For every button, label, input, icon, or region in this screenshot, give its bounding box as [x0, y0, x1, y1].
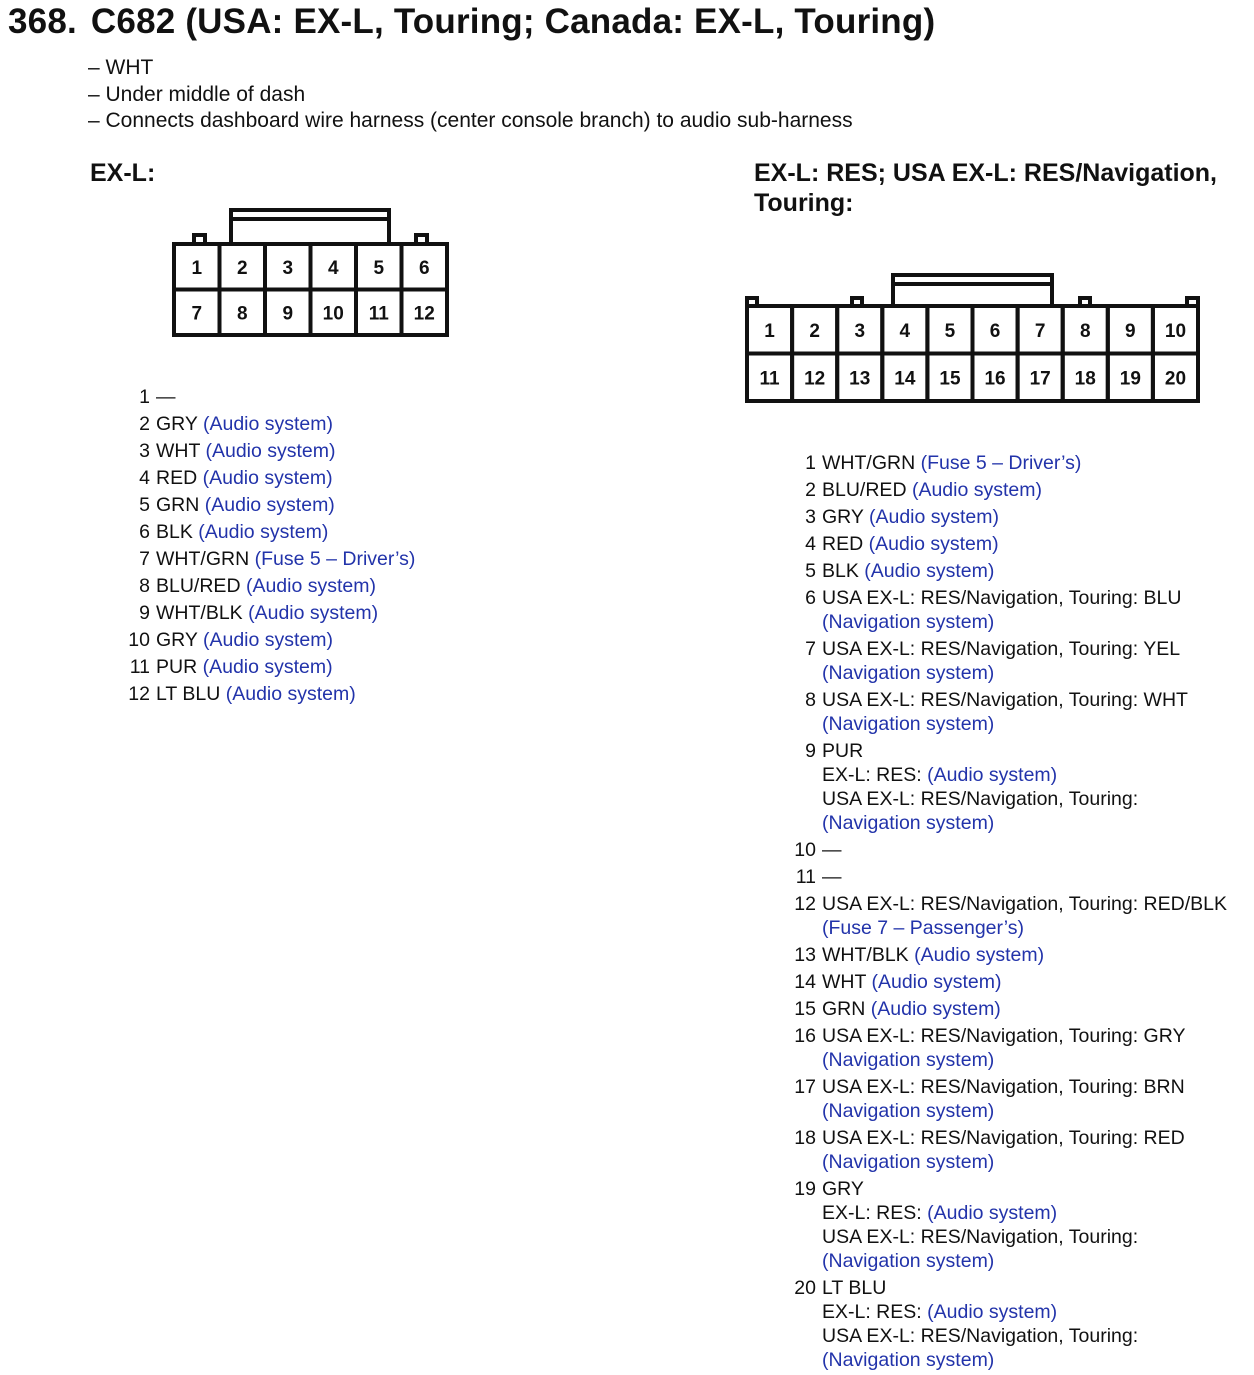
circuit-link[interactable]: (Audio system)	[868, 533, 999, 555]
pin-number: 7	[139, 548, 150, 570]
cavity-number: 4	[899, 320, 911, 342]
wire-description: WHT/BLK	[156, 602, 243, 624]
wire-description: —	[156, 386, 176, 408]
circuit-link[interactable]: (Audio system)	[870, 998, 1001, 1020]
pin-line	[156, 385, 176, 409]
pin-line	[822, 970, 1002, 994]
cavity-number: 5	[944, 320, 956, 342]
pin-line	[822, 1324, 1138, 1348]
right-variant-heading: EX-L: RES; USA EX-L: RES/Navigation, Touring:	[754, 159, 1218, 217]
circuit-link[interactable]: (Audio system)	[248, 602, 379, 624]
pin-line	[822, 1075, 1185, 1099]
pin-line	[156, 601, 378, 625]
connector-lock-tab	[231, 210, 389, 244]
wire-description: USA EX-L: RES/Navigation, Touring: BLU	[822, 587, 1182, 609]
wire-description: EX-L: RES:	[822, 1202, 922, 1224]
cavity-number: 3	[854, 320, 866, 342]
connector-notes	[88, 55, 853, 135]
wire-description: PUR	[822, 740, 864, 762]
pin-number: 17	[794, 1076, 816, 1098]
wire-description: BLU/RED	[822, 479, 907, 501]
connector-heading	[8, 2, 935, 42]
pin-entry	[122, 601, 415, 628]
pin-number: 20	[794, 1277, 816, 1299]
wire-description: BLK	[156, 521, 193, 543]
pin-number: 10	[794, 839, 816, 861]
wire-description: WHT/GRN	[156, 548, 250, 570]
pin-number: 6	[805, 587, 816, 609]
wire-description: USA EX-L: RES/Navigation, Touring: WHT	[822, 689, 1188, 711]
pin-line	[822, 1225, 1138, 1249]
pin-line	[822, 1300, 1138, 1324]
pin-number: 3	[805, 506, 816, 528]
cavity-number: 10	[322, 303, 344, 325]
pin-line	[822, 1150, 1185, 1174]
wire-description: WHT	[822, 971, 867, 993]
pin-entry	[788, 532, 1227, 556]
circuit-link[interactable]: (Fuse 5 – Driver’s)	[920, 452, 1082, 474]
cavity-number: 7	[191, 303, 203, 325]
cavity-number: 2	[236, 257, 248, 279]
pin-line	[822, 892, 1227, 916]
pin-number: 12	[794, 893, 816, 915]
wire-description: GRY	[822, 506, 864, 528]
pin-number: 2	[139, 413, 150, 435]
pin-line	[822, 1048, 1185, 1072]
cavity-number: 9	[1125, 320, 1136, 342]
circuit-link[interactable]: (Navigation system)	[822, 1151, 995, 1173]
circuit-link[interactable]: (Audio system)	[202, 629, 334, 651]
circuit-link[interactable]: (Audio system)	[202, 656, 333, 678]
wire-description: RED	[156, 467, 198, 489]
pin-line	[822, 739, 1138, 763]
pin-entry	[788, 838, 1227, 862]
wire-description: GRN	[156, 494, 200, 516]
connector-number: 368.	[8, 2, 77, 41]
pin-number: 7	[805, 638, 816, 660]
pin-line	[822, 1276, 1138, 1300]
circuit-link[interactable]: (Audio system)	[868, 506, 1000, 528]
wire-description: —	[822, 839, 842, 861]
wire-description: USA EX-L: RES/Navigation, Touring:	[822, 1226, 1139, 1248]
pin-entry	[788, 688, 1227, 736]
pin-number: 11	[129, 656, 150, 678]
right-pin-list	[788, 451, 1227, 1375]
circuit-link[interactable]: (Navigation system)	[822, 662, 995, 684]
pin-line	[822, 997, 1001, 1021]
wire-description: USA EX-L: RES/Navigation, Touring:	[822, 788, 1139, 810]
cavity-number: 14	[894, 368, 916, 390]
note-color: – WHT	[88, 56, 154, 79]
pin-line	[822, 1177, 1138, 1201]
pin-line	[822, 1099, 1185, 1123]
pin-entry	[788, 451, 1227, 475]
circuit-link[interactable]: (Audio system)	[927, 764, 1058, 786]
pin-entry	[788, 970, 1227, 994]
wire-description: USA EX-L: RES/Navigation, Touring: RED	[822, 1127, 1185, 1149]
connector-face-20-pin	[742, 271, 1204, 406]
pin-entry	[122, 466, 415, 493]
pin-entry	[788, 637, 1227, 685]
cavity-number: 9	[282, 303, 294, 325]
pin-entry	[122, 520, 415, 547]
circuit-link[interactable]: (Audio system)	[202, 467, 333, 489]
cavity-number: 11	[368, 303, 389, 325]
connector-title: C682 (USA: EX-L, Touring; Canada: EX-L, Touring)	[90, 2, 936, 41]
pin-entry	[788, 1276, 1227, 1372]
pin-number: 5	[139, 494, 150, 516]
wire-description: WHT/GRN	[822, 452, 916, 474]
wire-description: USA EX-L: RES/Navigation, Touring: GRY	[822, 1025, 1186, 1047]
cavity-number: 15	[939, 368, 961, 390]
circuit-link[interactable]: (Audio system)	[871, 971, 1002, 993]
circuit-link[interactable]: (Audio system)	[927, 1202, 1058, 1224]
pin-line	[156, 439, 336, 463]
cavity-number: 17	[1029, 368, 1051, 390]
cavity-number: 12	[804, 368, 826, 390]
cavity-number: 11	[759, 368, 780, 390]
connector-face-12-pin	[170, 205, 452, 340]
wire-description: RED	[822, 533, 864, 555]
wire-description: USA EX-L: RES/Navigation, Touring: YEL	[822, 638, 1181, 660]
pin-line	[822, 637, 1180, 661]
connector-lock-tab	[893, 275, 1052, 306]
pin-number: 6	[139, 521, 150, 543]
pin-entry	[788, 997, 1227, 1021]
pin-line	[822, 586, 1181, 610]
pin-number: 8	[805, 689, 816, 711]
pin-line	[156, 547, 415, 571]
cavity-number: 1	[764, 320, 775, 342]
pin-line	[822, 712, 1188, 736]
circuit-link[interactable]: (Audio system)	[911, 479, 1042, 501]
cavity-number: 10	[1164, 320, 1187, 342]
pin-line	[822, 787, 1138, 811]
circuit-link[interactable]: (Audio system)	[204, 494, 335, 516]
pin-line	[822, 661, 1180, 685]
circuit-link[interactable]: (Navigation system)	[822, 1100, 995, 1122]
circuit-link[interactable]: (Navigation system)	[822, 1349, 995, 1371]
pin-line	[156, 628, 333, 652]
pin-entry	[788, 478, 1227, 502]
pin-number: 2	[805, 479, 816, 501]
pin-entry	[122, 493, 415, 520]
left-variant-heading: EX-L:	[90, 159, 156, 187]
cavity-number: 1	[191, 257, 203, 279]
cavity-number: 3	[282, 257, 294, 279]
pin-number: 16	[794, 1025, 816, 1047]
wire-description: WHT	[156, 440, 201, 462]
pin-line	[822, 688, 1188, 712]
pin-entry	[122, 574, 415, 601]
cavity-number: 16	[984, 368, 1006, 390]
cavity-number: 8	[1079, 320, 1091, 342]
cavity-number: 2	[809, 320, 820, 342]
pin-line	[822, 505, 999, 529]
pin-line	[156, 412, 333, 436]
cavity-number: 18	[1074, 368, 1096, 390]
wire-description: USA EX-L: RES/Navigation, Touring: BRN	[822, 1076, 1185, 1098]
circuit-link[interactable]: (Navigation system)	[822, 812, 995, 834]
pin-entry	[122, 628, 415, 655]
pin-number: 8	[139, 575, 150, 597]
pin-line	[822, 763, 1138, 787]
pin-line	[822, 478, 1042, 502]
pin-line	[156, 520, 328, 544]
pin-number: 12	[128, 683, 150, 705]
pin-line	[822, 1249, 1138, 1273]
wire-description: GRY	[822, 1178, 864, 1200]
pin-line	[822, 1201, 1138, 1225]
cavity-number: 8	[236, 303, 248, 325]
circuit-link[interactable]: (Navigation system)	[822, 713, 995, 735]
pin-number: 1	[139, 386, 150, 408]
pin-number: 4	[805, 533, 816, 555]
pin-line	[156, 655, 333, 679]
pin-line	[822, 559, 994, 583]
pin-entry	[788, 505, 1227, 529]
pin-line	[822, 838, 842, 862]
pin-line	[822, 1024, 1185, 1048]
cavity-number: 19	[1119, 368, 1141, 390]
circuit-link[interactable]: (Audio system)	[202, 413, 334, 435]
pin-line	[822, 451, 1081, 475]
wire-description: USA EX-L: RES/Navigation, Touring: RED/BLK	[822, 893, 1227, 915]
cavity-number: 6	[418, 257, 430, 279]
pin-line	[822, 943, 1044, 967]
pin-line	[822, 532, 999, 556]
pin-number: 13	[794, 944, 816, 966]
pin-entry	[122, 655, 415, 682]
note-connects: – Connects dashboard wire harness (center console branch) to audio sub-harness	[88, 109, 853, 132]
pin-entry	[788, 892, 1227, 940]
pin-number: 14	[794, 971, 816, 993]
wire-description: PUR	[156, 656, 198, 678]
cavity-number: 4	[327, 257, 339, 279]
circuit-link[interactable]: (Fuse 7 – Passenger’s)	[822, 917, 1024, 939]
pin-number: 3	[139, 440, 150, 462]
circuit-link[interactable]: (Navigation system)	[822, 611, 995, 633]
note-location: – Under middle of dash	[88, 82, 306, 106]
wire-description: USA EX-L: RES/Navigation, Touring:	[822, 1325, 1139, 1347]
pin-line	[822, 865, 842, 889]
circuit-link[interactable]: (Audio system)	[245, 575, 376, 597]
wire-description: GRN	[822, 998, 866, 1020]
pin-number: 4	[139, 467, 150, 489]
cavity-number: 5	[373, 257, 385, 279]
cavity-number: 13	[849, 368, 871, 390]
wire-description: BLK	[822, 560, 859, 582]
circuit-link[interactable]: (Audio system)	[198, 521, 329, 543]
wire-description: LT BLU	[822, 1277, 887, 1299]
pin-number: 5	[805, 560, 816, 582]
pin-line	[156, 574, 376, 598]
pin-number: 1	[805, 452, 816, 474]
wire-description: WHT/BLK	[822, 944, 909, 966]
pin-number: 19	[794, 1178, 816, 1200]
pin-entry	[122, 439, 415, 466]
pin-entry	[122, 682, 415, 709]
pin-line	[822, 916, 1227, 940]
pin-number: 15	[794, 998, 816, 1020]
pin-entry	[788, 865, 1227, 889]
pin-number: 9	[139, 602, 150, 624]
pin-entry	[122, 385, 415, 412]
circuit-link[interactable]: (Audio system)	[225, 683, 356, 705]
pin-entry	[788, 1075, 1227, 1123]
circuit-link[interactable]: (Audio system)	[914, 944, 1045, 966]
pin-number: 10	[128, 629, 150, 651]
cavity-number: 20	[1164, 368, 1187, 390]
pin-entry	[788, 1126, 1227, 1174]
pin-entry	[122, 412, 415, 439]
pin-entry	[788, 1177, 1227, 1273]
wire-description: EX-L: RES:	[822, 1301, 922, 1323]
pin-number: 9	[805, 740, 816, 762]
cavity-number: 6	[989, 320, 1001, 342]
wire-description: GRY	[156, 413, 198, 435]
circuit-link[interactable]: (Navigation system)	[822, 1250, 995, 1272]
wire-description: GRY	[156, 629, 198, 651]
pin-entry	[788, 586, 1227, 634]
pin-number: 11	[795, 866, 816, 888]
pin-entry	[788, 943, 1227, 967]
circuit-link[interactable]: (Audio system)	[864, 560, 995, 582]
pin-entry	[788, 739, 1227, 835]
circuit-link[interactable]: (Fuse 5 – Driver’s)	[254, 548, 416, 570]
pin-line	[822, 1348, 1138, 1372]
left-pin-list	[122, 385, 415, 709]
pin-line	[156, 682, 356, 706]
pin-line	[156, 466, 333, 490]
pin-entry	[122, 547, 415, 574]
pin-line	[822, 811, 1138, 835]
pin-line	[822, 1126, 1185, 1150]
pin-entry	[788, 559, 1227, 583]
circuit-link[interactable]: (Audio system)	[205, 440, 336, 462]
pin-line	[156, 493, 335, 517]
wire-description: —	[822, 866, 842, 888]
pin-number: 18	[794, 1127, 816, 1149]
cavity-number: 12	[413, 303, 435, 325]
circuit-link[interactable]: (Navigation system)	[822, 1049, 995, 1071]
wire-description: LT BLU	[156, 683, 221, 705]
cavity-number: 7	[1034, 320, 1046, 342]
wire-description: EX-L: RES:	[822, 764, 922, 786]
pin-entry	[788, 1024, 1227, 1072]
pin-line	[822, 610, 1181, 634]
circuit-link[interactable]: (Audio system)	[927, 1301, 1058, 1323]
wire-description: BLU/RED	[156, 575, 241, 597]
